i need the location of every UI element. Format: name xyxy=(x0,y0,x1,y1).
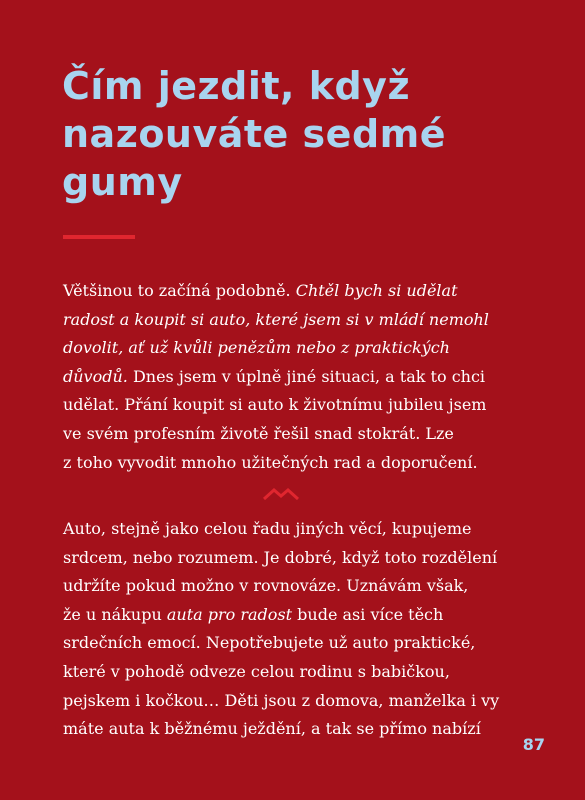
text-line xyxy=(63,715,533,744)
text-segment: které v pohodě odveze celou rodinu s babičkou, xyxy=(63,661,450,681)
title-line: gumy xyxy=(62,160,183,204)
zigzag-divider-icon xyxy=(262,486,300,502)
italic-text: Chtěl bych si udělat xyxy=(295,281,458,300)
text-segment: pejskem i kočkou… Děti jsou z domova, manželka i vy xyxy=(63,690,500,710)
text-line xyxy=(63,363,533,392)
text-segment: udělat. Přání koupit si auto k životnímu jubileu jsem xyxy=(63,395,487,415)
paragraph-intro xyxy=(63,277,533,477)
text-segment: srdcem, nebo rozumem. Je dobré, když toto rozdělení xyxy=(63,547,498,567)
text-segment: ve svém profesním životě řešil snad stokrát. Lze xyxy=(63,423,454,443)
text-segment: Většinou to začíná podobně. xyxy=(63,281,296,300)
text-segment: srdečních emocí. Nepotřebujete už auto praktické, xyxy=(63,633,476,653)
text-line xyxy=(63,334,533,363)
text-line xyxy=(63,629,533,658)
text-line xyxy=(63,687,533,716)
text-line xyxy=(63,420,533,449)
title-line: Čím jezdit, když xyxy=(62,64,411,108)
text-segment: udržíte pokud možno v rovnováze. Uznávám však, xyxy=(63,576,469,596)
text-line xyxy=(63,306,533,335)
text-line xyxy=(63,391,533,420)
text-segment: že u nákupu xyxy=(63,604,167,624)
page-number: 87 xyxy=(522,735,545,754)
italic-text: auta pro radost xyxy=(166,604,293,624)
text-segment: Auto, stejně jako celou řadu jiných věcí, kupujeme xyxy=(63,519,472,538)
text-line xyxy=(63,449,533,478)
text-segment: z toho vyvodit mnoho užitečných rad a doporučení. xyxy=(63,452,478,472)
italic-text: radost a koupit si auto, které jsem si v mládí nemohl xyxy=(63,309,489,329)
italic-text: důvodů. xyxy=(63,366,128,386)
text-segment: bude asi více těch xyxy=(292,604,444,624)
title-underline-rule xyxy=(63,235,135,239)
text-segment: Dnes jsem v úplně jiné situaci, a tak to chci xyxy=(127,366,486,386)
text-line xyxy=(63,515,533,544)
text-segment: máte auta k běžnému ježdění, a tak se přímo nabízí xyxy=(63,719,481,739)
text-line xyxy=(63,601,533,630)
page-title xyxy=(62,62,532,206)
italic-text: dovolit, ať už kvůli penězům nebo z praktických xyxy=(63,338,450,358)
paragraph-body xyxy=(63,515,533,744)
text-line xyxy=(63,544,533,573)
text-line xyxy=(63,572,533,601)
text-line xyxy=(63,277,533,306)
title-line: nazouváte sedmé xyxy=(62,112,447,156)
text-line xyxy=(63,658,533,687)
